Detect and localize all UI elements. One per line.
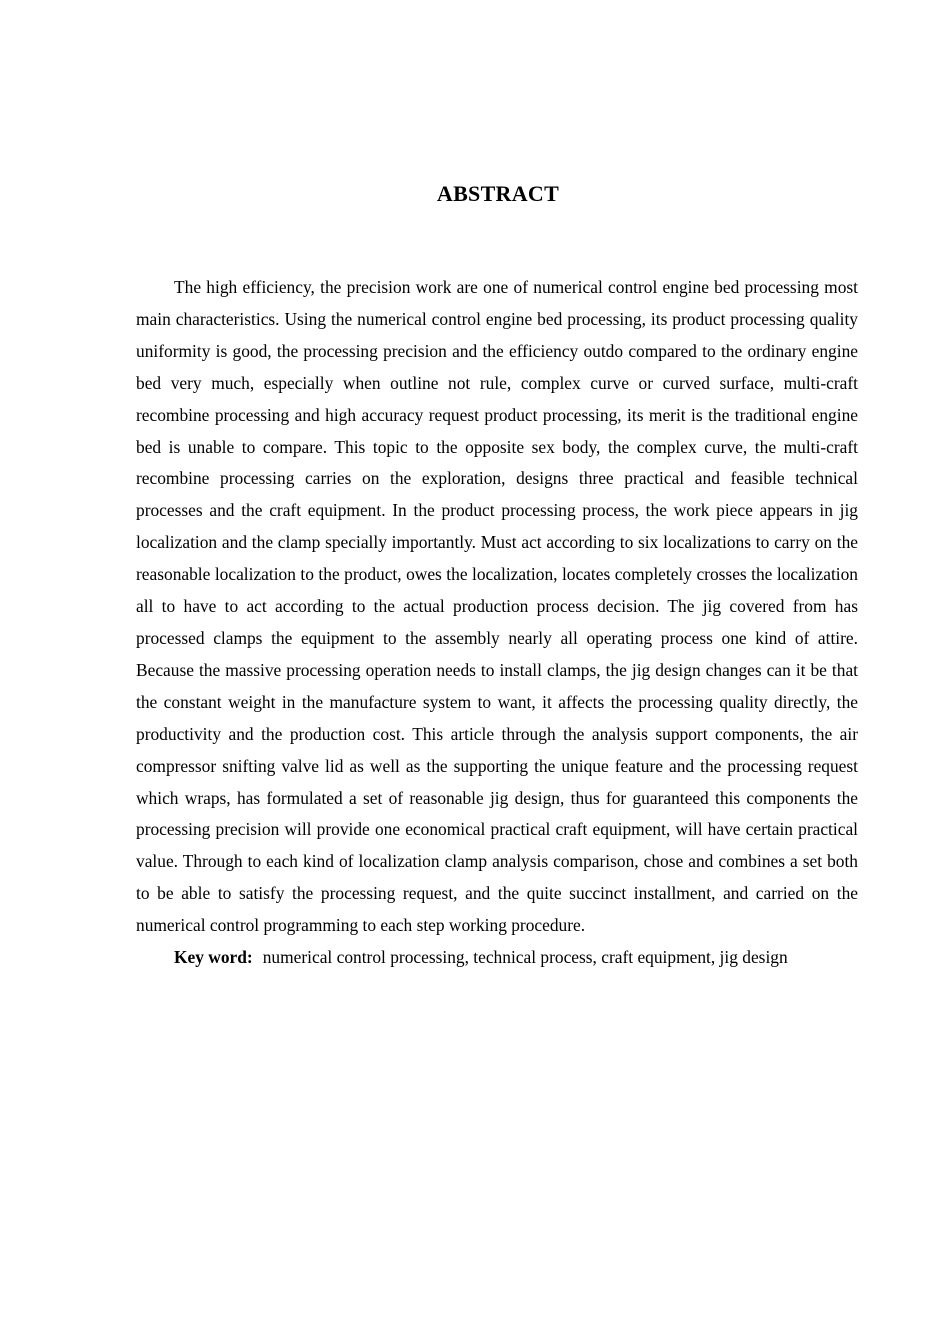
- abstract-title: ABSTRACT: [436, 181, 560, 206]
- keywords-line: [136, 942, 858, 974]
- abstract-paragraph: The high efficiency, the precision work are one of numerical control engine bed processing most main characteristics. Using the numerical control engine bed processing, its product processing quality uniformity is good, the processing precision and the efficiency outdo compared to the ordinary engine bed very much, especially when outline not rule, complex curve or curved surface, multi-craft recombine processing and high accuracy request product processing, its merit is the traditional engine bed is unable to compare. This topic to the opposite sex body, the complex curve, the multi-craft recombine processing carries on the exploration, designs three practical and feasible technical processes and the craft equipment. In the product processing process, the work piece appears in jig localization and the clamp specially importantly. Must act according to six localizations to carry on the reasonable localization to the product, owes the localization, locates completely crosses the localization all to have to act according to the actual production process decision. The jig covered from has processed clamps the equipment to the assembly nearly all operating process one kind of attire. Because the massive processing operation needs to install clamps, the jig design changes can it be that the constant weight in the manufacture system to want, it affects the processing quality directly, the productivity and the production cost. This article through the analysis support components, the air compressor snifting valve lid as well as the supporting the unique feature and the processing request which wraps, has formulated a set of reasonable jig design, thus for guaranteed this components the processing precision will provide one economical practical craft equipment, will have certain practical value. Through to each kind of localization clamp analysis comparison, chose and combines a set both to be able to satisfy the processing request, and the quite succinct installment, and carried on the numerical control programming to each step working procedure.: [136, 277, 858, 936]
- keywords-label: Key word:: [174, 947, 253, 968]
- keywords-text: numerical control processing, technical process, craft equipment, jig design: [262, 947, 788, 968]
- abstract-body: [136, 272, 858, 974]
